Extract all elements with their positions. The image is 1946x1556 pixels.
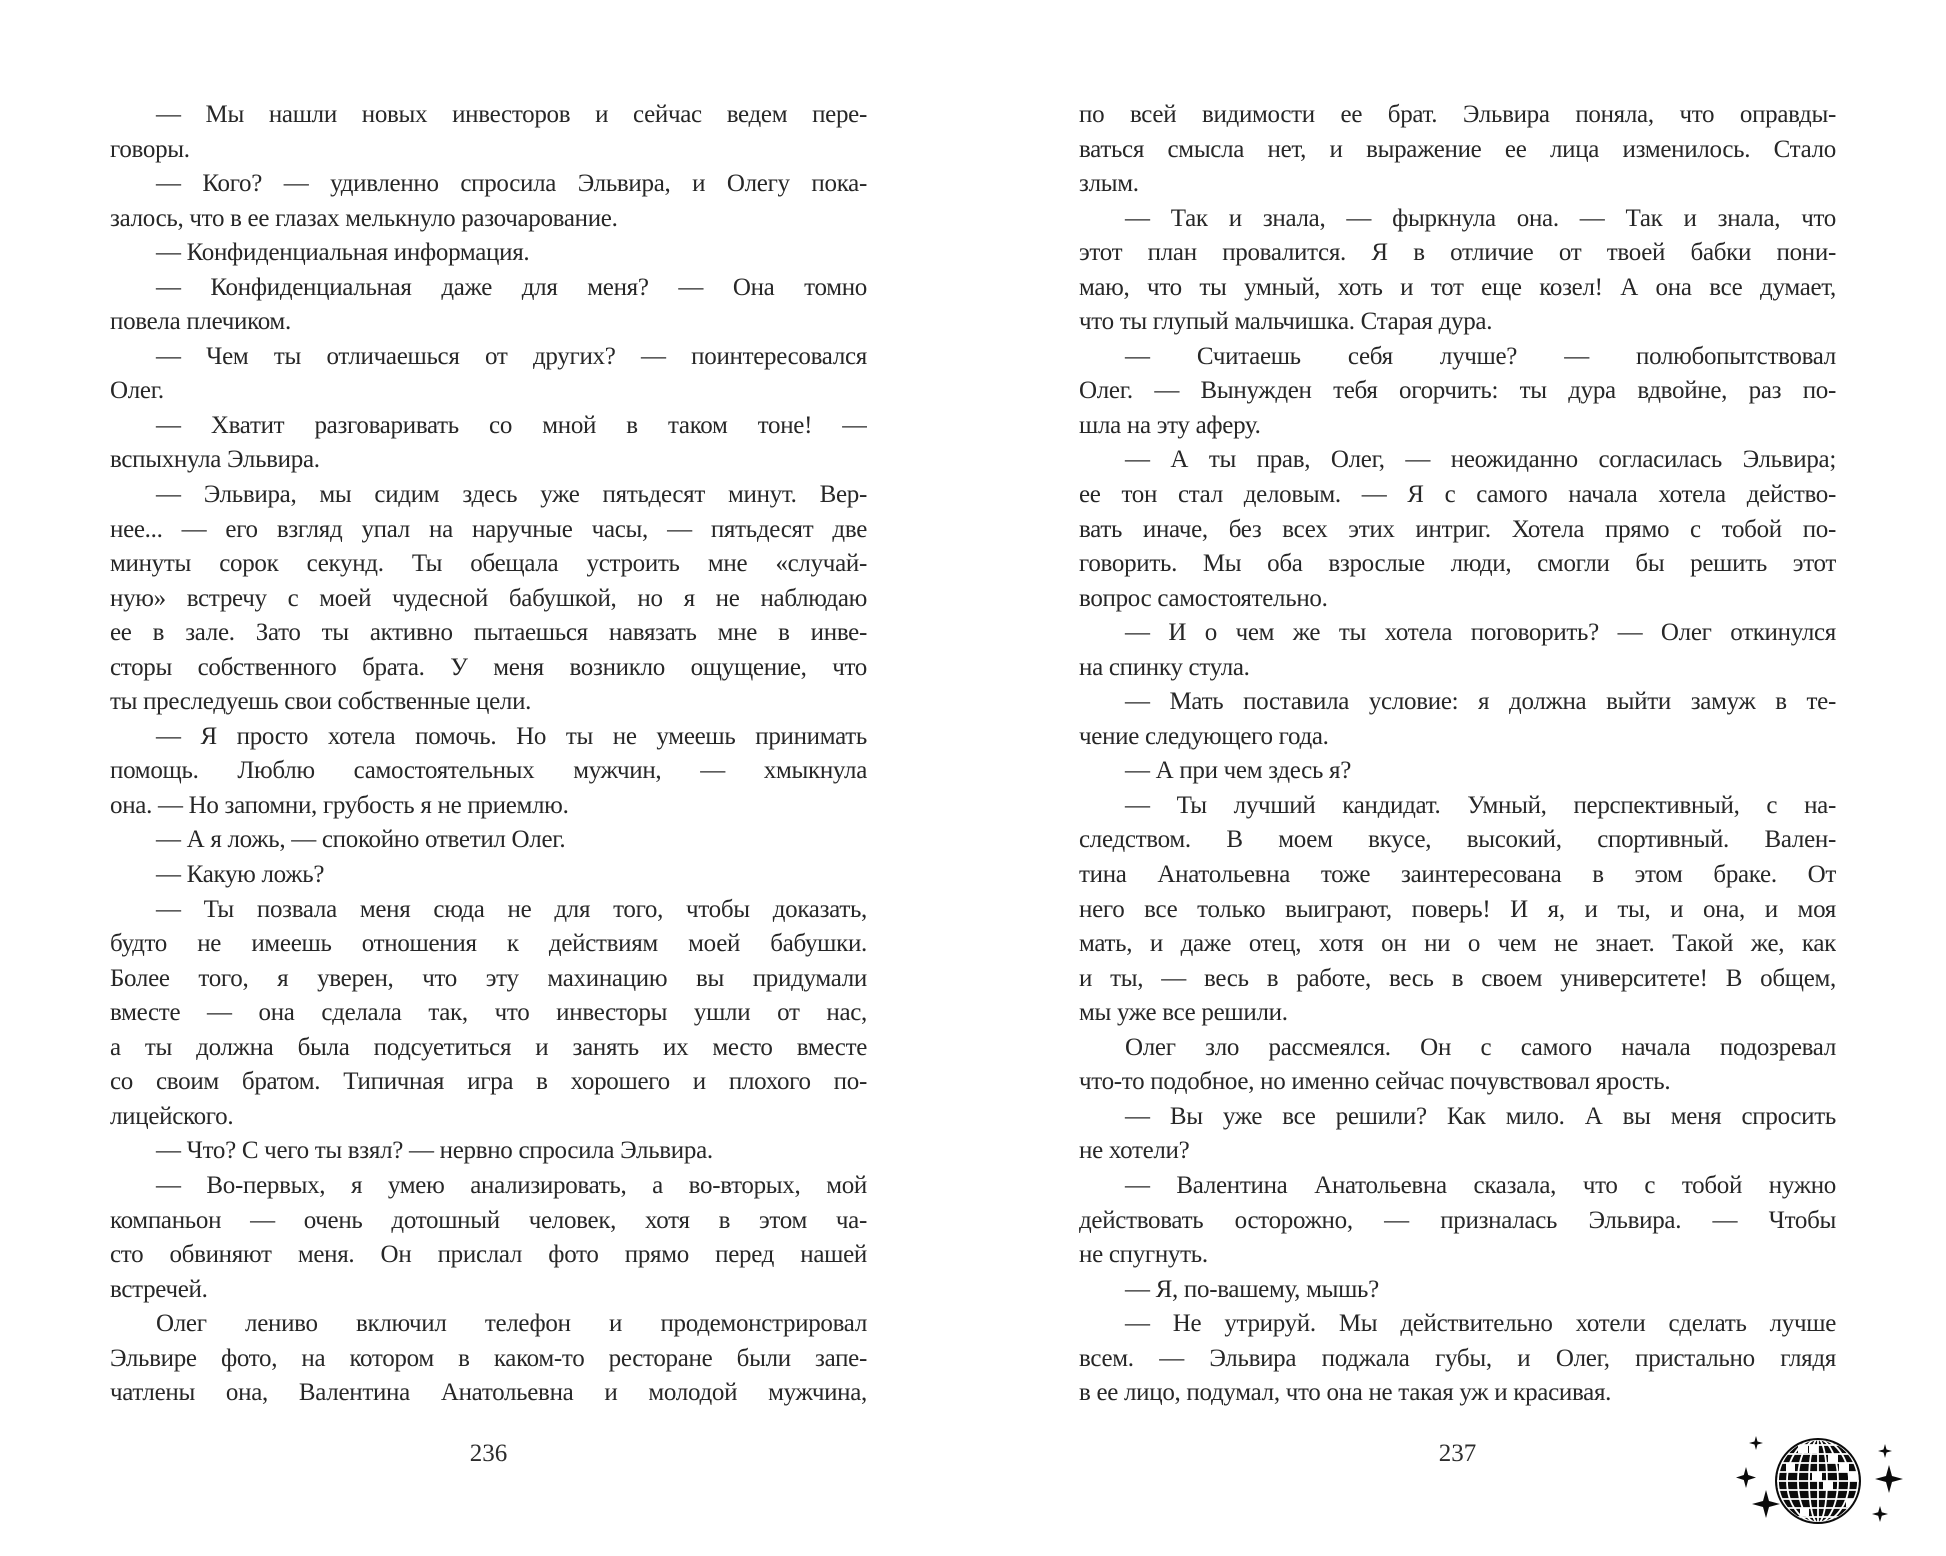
page-left-text	[110, 98, 867, 1411]
text-line: этот план провалится. Я в отличие от твоей бабки пони-	[1079, 239, 1836, 267]
sparkle-icon	[1872, 1506, 1888, 1522]
text-line: шла на эту аферу.	[1079, 411, 1261, 439]
text-line: — Мы нашли новых инвесторов и сейчас ведем пере-	[156, 101, 867, 128]
text-line: повела плечиком.	[110, 308, 291, 336]
text-line: чение следующего года.	[1079, 722, 1329, 750]
text-line: вать иначе, без всех этих интриг. Хотела прямо с тобой по-	[1079, 515, 1836, 543]
text-line: будто не имеешь отношения к действиям моей бабушки.	[110, 930, 867, 958]
text-line: действовать осторожно, — призналась Эльвира. — Чтобы	[1079, 1206, 1836, 1234]
text-line: — Ты позвала меня сюда не для того, чтобы доказать,	[156, 895, 867, 923]
sparkle-icon	[1878, 1444, 1892, 1458]
text-line: — Мать поставила условие: я должна выйти замуж в те-	[1125, 688, 1836, 716]
text-line: помощь. Люблю самостоятельных мужчин, — хмыкнула	[110, 757, 867, 785]
text-line: мы уже все решили.	[1079, 999, 1288, 1027]
text-line: — А при чем здесь я?	[1125, 757, 1352, 785]
text-line: Олег зло рассмеялся. Он с самого начала подозревал	[1125, 1033, 1836, 1061]
text-line: — Считаешь себя лучше? — полюбопытствовал	[1125, 342, 1836, 370]
text-line: следством. В моем вкусе, высокий, спортивный. Вален-	[1079, 826, 1836, 854]
text-line: говоры.	[110, 135, 190, 163]
text-line: ты преследуешь свои собственные цели.	[110, 688, 532, 716]
text-line: по всей видимости ее брат. Эльвира поняла, что оправды-	[1079, 101, 1836, 128]
text-line: — Конфиденциальная информация.	[156, 239, 530, 267]
text-line: лицейского.	[110, 1102, 234, 1130]
text-line: говорить. Мы оба взрослые люди, смогли бы решить этот	[1079, 550, 1836, 578]
text-line: что-то подобное, но именно сейчас почувствовал ярость.	[1079, 1068, 1671, 1096]
text-line: залось, что в ее глазах мелькнуло разочарование.	[110, 204, 618, 232]
sparkle-icon	[1749, 1436, 1763, 1450]
text-line: со своим братом. Типичная игра в хорошего и плохого по-	[110, 1068, 867, 1096]
text-line: — Во-первых, я умею анализировать, а во-вторых, мой	[156, 1171, 867, 1199]
text-line: — Что? С чего ты взял? — нервно спросила Эльвира.	[156, 1137, 713, 1165]
text-line: не спугнуть.	[1079, 1241, 1208, 1269]
text-line: встречей.	[110, 1275, 208, 1303]
sparkle-icon	[1736, 1467, 1756, 1488]
text-line: — Я просто хотела помочь. Но ты не умеешь принимать	[156, 722, 867, 750]
text-line: вместе — она сделала так, что инвесторы ушли от нас,	[110, 999, 867, 1027]
text-line: — Кого? — удивленно спросила Эльвира, и Олегу пока-	[156, 170, 867, 198]
text-line: — Я, по-вашему, мышь?	[1125, 1275, 1379, 1303]
text-line: она. — Но запомни, грубость я не приемлю.	[110, 791, 569, 819]
text-line: — Чем ты отличаешься от других? — поинтересовался	[156, 342, 867, 370]
text-line: злым.	[1079, 170, 1139, 198]
text-line: маю, что ты умный, хоть и тот еще козел! А она все думает,	[1079, 273, 1836, 301]
text-line: в ее лицо, подумал, что она не такая уж и красивая.	[1079, 1379, 1612, 1407]
text-line: — Валентина Анатольевна сказала, что с тобой нужно	[1125, 1171, 1836, 1199]
text-line: и ты, — весь в работе, весь в своем университете! В общем,	[1079, 964, 1836, 992]
text-line: Олег лениво включил телефон и продемонстрировал	[156, 1310, 867, 1338]
text-line: — А я ложь, — спокойно ответил Олег.	[156, 826, 566, 854]
text-line: всем. — Эльвира поджала губы, и Олег, пристально глядя	[1079, 1344, 1836, 1372]
text-line: — Какую ложь?	[156, 861, 325, 889]
disco-ball-icon	[1728, 1415, 1928, 1555]
text-line: тина Анатольевна тоже заинтересована в этом браке. От	[1079, 861, 1836, 889]
text-line: на спинку стула.	[1079, 653, 1250, 681]
text-line: Олег. — Вынужден тебя огорчить: ты дура вдвойне, раз по-	[1079, 377, 1836, 405]
text-line: ее в зале. Зато ты активно пытаешься навязать мне в инве-	[110, 619, 867, 647]
text-line: него все только выиграют, поверь! И я, и ты, и она, и моя	[1079, 895, 1836, 923]
text-line: Эльвире фото, на котором в каком-то ресторане были запе-	[110, 1344, 867, 1372]
page-number-right: 237	[1438, 1440, 1477, 1467]
text-line: — Вы уже все решили? Как мило. А вы меня спросить	[1125, 1102, 1836, 1130]
text-line: чатлены она, Валентина Анатольевна и молодой мужчина,	[110, 1379, 867, 1407]
text-line: — Не утрируй. Мы действительно хотели сделать лучше	[1125, 1310, 1836, 1338]
text-line: Олег.	[110, 377, 164, 405]
sparkle-icon	[1875, 1465, 1903, 1493]
text-line: сто обвиняют меня. Он прислал фото прямо перед нашей	[110, 1241, 867, 1269]
text-line: — Ты лучший кандидат. Умный, перспективный, с на-	[1125, 791, 1836, 819]
text-line: нее... — его взгляд упал на наручные часы, — пятьдесят две	[110, 515, 867, 543]
text-line: компаньон — очень дотошный человек, хотя в этом ча-	[110, 1206, 867, 1234]
text-line: что ты глупый мальчишка. Старая дура.	[1079, 308, 1493, 336]
text-line: ее тон стал деловым. — Я с самого начала хотела действо-	[1079, 481, 1836, 509]
page-right-text	[1079, 98, 1836, 1411]
text-line: — Эльвира, мы сидим здесь уже пятьдесят минут. Вер-	[156, 481, 867, 509]
text-line: вспыхнула Эльвира.	[110, 446, 320, 474]
text-line: — Хватит разговаривать со мной в таком тоне! —	[156, 411, 867, 439]
text-line: — Конфиденциальная даже для меня? — Она томно	[156, 273, 867, 301]
text-line: сторы собственного брата. У меня возникло ощущение, что	[110, 653, 867, 681]
text-line: — Так и знала, — фыркнула она. — Так и знала, что	[1125, 204, 1836, 232]
text-line: ную» встречу с моей чудесной бабушкой, но я не наблюдаю	[110, 584, 867, 612]
text-line: — И о чем же ты хотела поговорить? — Олег откинулся	[1125, 619, 1836, 647]
page-number-left: 236	[469, 1440, 508, 1467]
text-line: — А ты прав, Олег, — неожиданно согласилась Эльвира;	[1125, 446, 1836, 474]
text-line: Более того, я уверен, что эту махинацию вы придумали	[110, 964, 867, 992]
text-line: а ты должна была подсуетиться и занять их место вместе	[110, 1033, 867, 1061]
disco-ball-sphere	[1776, 1439, 1860, 1523]
text-line: не хотели?	[1079, 1137, 1190, 1165]
text-line: минуты сорок секунд. Ты обещала устроить мне «случай-	[110, 550, 867, 578]
text-line: вопрос самостоятельно.	[1079, 584, 1328, 612]
text-line: ваться смысла нет, и выражение ее лица изменилось. Стало	[1079, 135, 1836, 163]
sparkle-icon	[1752, 1490, 1780, 1518]
text-line: мать, и даже отец, хотя он ни о чем не знает. Такой же, как	[1079, 930, 1836, 958]
